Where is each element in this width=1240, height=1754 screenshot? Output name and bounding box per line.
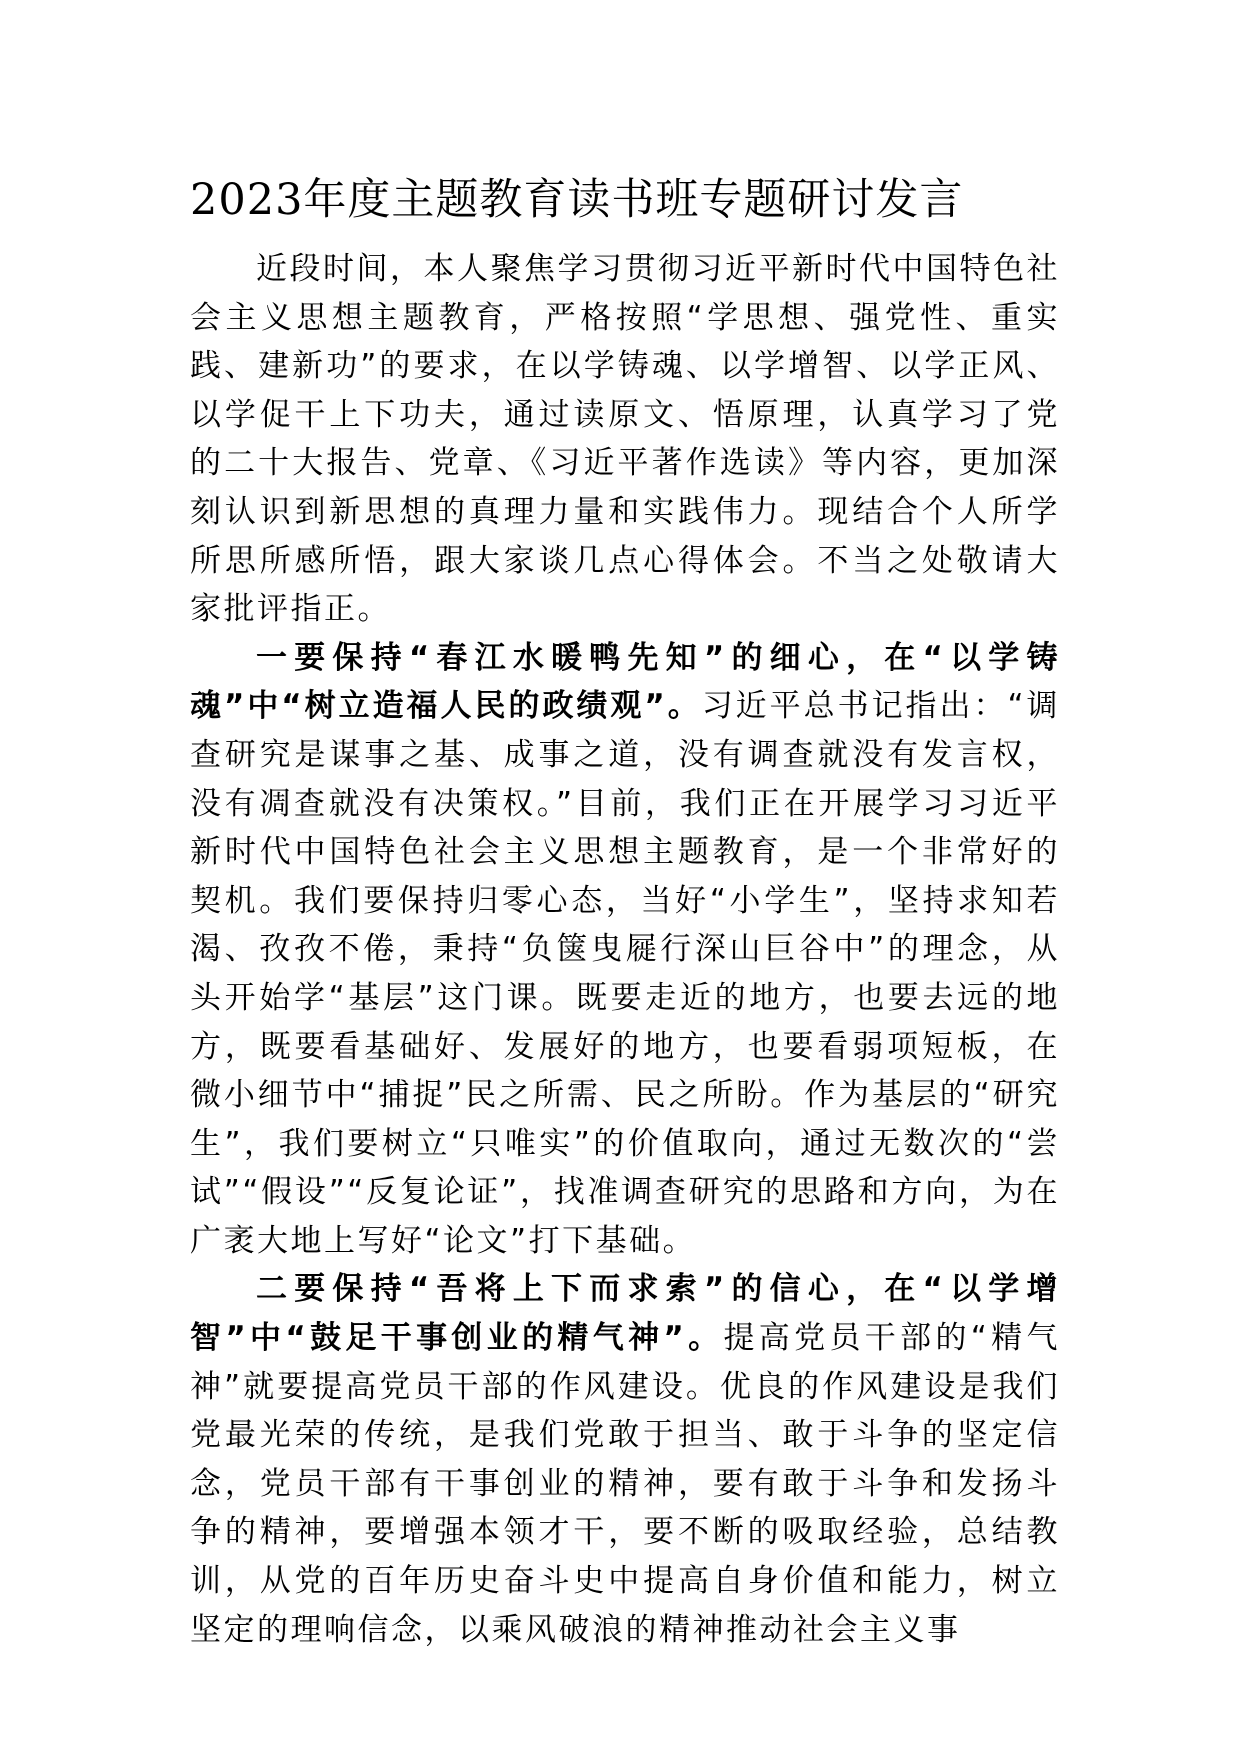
intro-paragraph	[190, 245, 1060, 634]
document-body	[190, 245, 1060, 1654]
paragraph-text: 近段时间，本人聚焦学习贯彻习近平新时代中国特色社会主义思想主题教育，严格按照“学思想、强党性、重实践、建新功”的要求，在以学铸魂、以学增智、以学正风、以学促干上下功夫，通过读原文、悟原理，认真学习了党的二十大报告、党章、《习近平著作选读》等内容，更加深刻认识到新思想的真理力量和实践伟力。现结合个人所学所思所感所悟，跟大家谈几点心得体会。不当之处敬请大家批评指正。	[190, 251, 1060, 628]
section-two-paragraph	[190, 1265, 1060, 1654]
paragraph-text: 提高党员干部的“精气神”就要提高党员干部的作风建设。优良的作风建设是我们党最光荣的传统，是我们党敢于担当、敢于斗争的坚定信念，党员干部有干事创业的精神，要有敢于斗争和发扬斗争的精神，要增强本领才干，要不断的吸取经验，总结教训，从党的百年历史奋斗史中提高自身价值和能力，树立坚定的理响信念，以乘风破浪的精神推动社会主义事	[190, 1320, 1061, 1648]
section-one-paragraph	[190, 634, 1060, 1266]
section-one-heading: 一要保持“春江水暖鸭先知”的细心，在“以学铸魂”中“树立造福人民的政绩观”。	[190, 639, 1060, 725]
section-two-heading: 二要保持“吾将上下而求索”的信心，在“以学增智”中“鼓足干事创业的精气神”。	[190, 1271, 1060, 1357]
paragraph-text: 习近平总书记指出：“调查研究是谋事之基、成事之道，没有调查就没有发言权，没有凋查就没有决策权。”目前，我们正在开展学习习近平新时代中国特色社会主义思想主题教育，是一个非常好的契机。我们要保持归零心态，当好“小学生”，坚持求知若渴、孜孜不倦，秉持“负箧曳屣行深山巨谷中”的理念，从头开始学“基层”这门课。既要走近的地方，也要去远的地方，既要看基础好、发展好的地方，也要看弱项短板，在微小细节中“捕捉”民之所需、民之所盼。作为基层的“研究生”，我们要树立“只唯实”的价值取向，通过无数次的“尝试”“假设”“反复论证”，找准调查研究的思路和方向，为在广袤大地上写好“论文”打下基础。	[190, 688, 1060, 1259]
document-title: 2023年度主题教育读书班专题研讨发言	[190, 175, 964, 225]
